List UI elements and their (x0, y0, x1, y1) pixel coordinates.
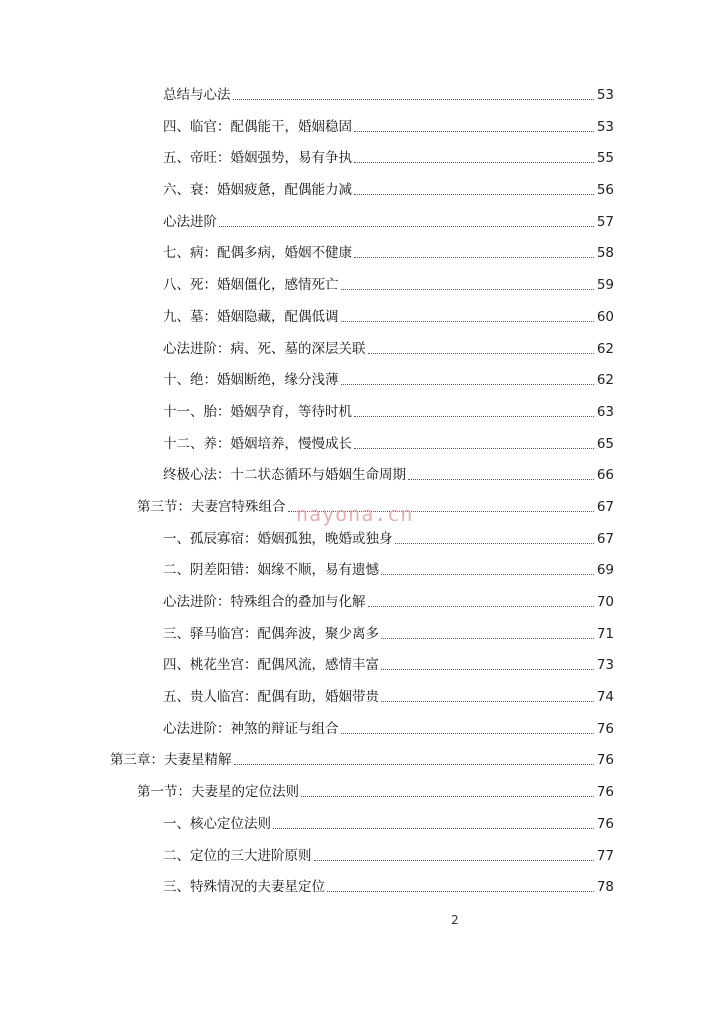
table-of-contents (0, 86, 724, 910)
toc-entry-page: 58 (596, 245, 614, 262)
toc-entry[interactable] (0, 181, 724, 213)
toc-entry-page: 67 (596, 498, 614, 515)
toc-entry-title: 第三章：夫妻星精解 (110, 752, 232, 769)
dot-leader (354, 416, 594, 417)
toc-entry-title: 总结与心法 (163, 87, 231, 103)
toc-entry-title: 十一、胎：婚姻孕育，等待时机 (163, 403, 352, 420)
toc-entry-title: 第一节：夫妻星的定位法则 (137, 784, 299, 801)
toc-entry[interactable] (0, 656, 724, 688)
toc-entry-title: 二、定位的三大进阶原则 (163, 847, 312, 864)
dot-leader (314, 860, 595, 861)
toc-entry-page: 55 (596, 150, 614, 167)
toc-entry-page: 70 (596, 594, 614, 610)
toc-entry-page: 57 (596, 213, 614, 230)
toc-entry[interactable] (0, 751, 724, 783)
toc-entry-page: 63 (596, 403, 614, 420)
toc-entry-page: 62 (596, 372, 614, 389)
toc-entry-title: 十二、养：婚姻培养，慢慢成长 (163, 435, 352, 452)
toc-entry-title: 心法进阶 (163, 213, 217, 230)
toc-entry-title: 心法进阶：特殊组合的叠加与化解 (163, 594, 366, 610)
toc-entry-page: 74 (596, 689, 614, 706)
dot-leader (395, 543, 595, 544)
dot-leader (219, 226, 594, 227)
toc-entry-page: 73 (596, 657, 614, 674)
toc-entry-page: 53 (596, 87, 614, 103)
toc-entry-title: 五、贵人临宫：配偶有助，婚姻带贵 (163, 689, 379, 706)
toc-entry-title: 八、死：婚姻僵化，感情死亡 (163, 277, 339, 294)
dot-leader (354, 162, 594, 163)
toc-entry-title: 心法进阶：病、死、墓的深层关联 (163, 340, 366, 357)
dot-leader (381, 669, 594, 670)
toc-entry[interactable] (0, 86, 724, 118)
toc-entry[interactable] (0, 308, 724, 340)
toc-entry-title: 四、桃花坐宫：配偶风流，感情丰富 (163, 657, 379, 674)
dot-leader (381, 701, 594, 702)
dot-leader (354, 448, 594, 449)
toc-entry-title: 一、孤辰寡宿：婚姻孤独，晚婚或独身 (163, 530, 393, 547)
dot-leader (368, 606, 595, 607)
toc-entry-page: 67 (596, 530, 614, 547)
dot-leader (341, 289, 595, 290)
toc-entry-page: 77 (596, 847, 614, 864)
dot-leader (354, 194, 594, 195)
toc-entry[interactable] (0, 878, 724, 910)
dot-leader (234, 764, 595, 765)
watermark: nayona.cn (296, 502, 414, 526)
dot-leader (233, 99, 595, 100)
dot-leader (273, 828, 594, 829)
toc-entry-page: 76 (596, 784, 614, 801)
toc-entry-title: 七、病：配偶多病，婚姻不健康 (163, 245, 352, 262)
toc-entry[interactable] (0, 847, 724, 879)
toc-entry-page: 60 (596, 308, 614, 325)
dot-leader (354, 131, 594, 132)
toc-entry[interactable] (0, 276, 724, 308)
toc-entry-title: 三、特殊情况的夫妻星定位 (163, 879, 325, 896)
toc-entry[interactable] (0, 625, 724, 657)
toc-entry-title: 五、帝旺：婚姻强势，易有争执 (163, 150, 352, 167)
dot-leader (341, 733, 595, 734)
dot-leader (301, 796, 594, 797)
toc-entry[interactable] (0, 213, 724, 245)
toc-entry[interactable] (0, 403, 724, 435)
toc-entry[interactable] (0, 783, 724, 815)
toc-entry-page: 69 (596, 562, 614, 579)
toc-entry-page: 53 (596, 118, 614, 135)
dot-leader (381, 574, 594, 575)
toc-entry-title: 六、衰：婚姻疲惫，配偶能力减 (163, 182, 352, 199)
toc-entry-title: 十、绝：婚姻断绝，缘分浅薄 (163, 372, 339, 389)
toc-entry-page: 76 (596, 815, 614, 832)
dot-leader (408, 479, 594, 480)
dot-leader (327, 891, 594, 892)
toc-entry[interactable] (0, 530, 724, 562)
toc-entry-page: 71 (596, 625, 614, 642)
toc-entry[interactable] (0, 815, 724, 847)
dot-leader (354, 257, 594, 258)
toc-entry-title: 三、驿马临宫：配偶奔波，聚少离多 (163, 625, 379, 642)
toc-entry-page: 78 (596, 879, 614, 896)
toc-entry-title: 心法进阶：神煞的辩证与组合 (163, 720, 339, 737)
toc-entry-title: 一、核心定位法则 (163, 815, 271, 832)
toc-entry-title: 九、墓：婚姻隐藏，配偶低调 (163, 308, 339, 325)
dot-leader (341, 321, 595, 322)
toc-entry-title: 二、阴差阳错：姻缘不顺，易有遗憾 (163, 562, 379, 579)
toc-entry[interactable] (0, 118, 724, 150)
toc-entry[interactable] (0, 371, 724, 403)
toc-entry[interactable] (0, 720, 724, 752)
toc-entry[interactable] (0, 340, 724, 372)
toc-entry-page: 65 (596, 435, 614, 452)
toc-entry[interactable] (0, 593, 724, 625)
toc-entry-title: 四、临官：配偶能干，婚姻稳固 (163, 118, 352, 135)
dot-leader (368, 353, 595, 354)
toc-entry-page: 76 (596, 752, 614, 769)
toc-entry[interactable] (0, 688, 724, 720)
dot-leader (381, 638, 594, 639)
toc-entry[interactable] (0, 244, 724, 276)
toc-entry[interactable] (0, 149, 724, 181)
toc-entry[interactable] (0, 435, 724, 467)
toc-entry-page: 62 (596, 340, 614, 357)
page-number: 2 (451, 913, 459, 927)
toc-entry-title: 第三节：夫妻宫特殊组合 (137, 498, 286, 515)
dot-leader (341, 384, 595, 385)
toc-entry-page: 76 (596, 720, 614, 737)
toc-entry-page: 56 (596, 182, 614, 199)
toc-entry-page: 59 (596, 277, 614, 294)
toc-entry[interactable] (0, 561, 724, 593)
toc-entry-title: 终极心法：十二状态循环与婚姻生命周期 (163, 467, 406, 484)
toc-entry[interactable] (0, 466, 724, 498)
toc-entry-page: 66 (596, 467, 614, 484)
